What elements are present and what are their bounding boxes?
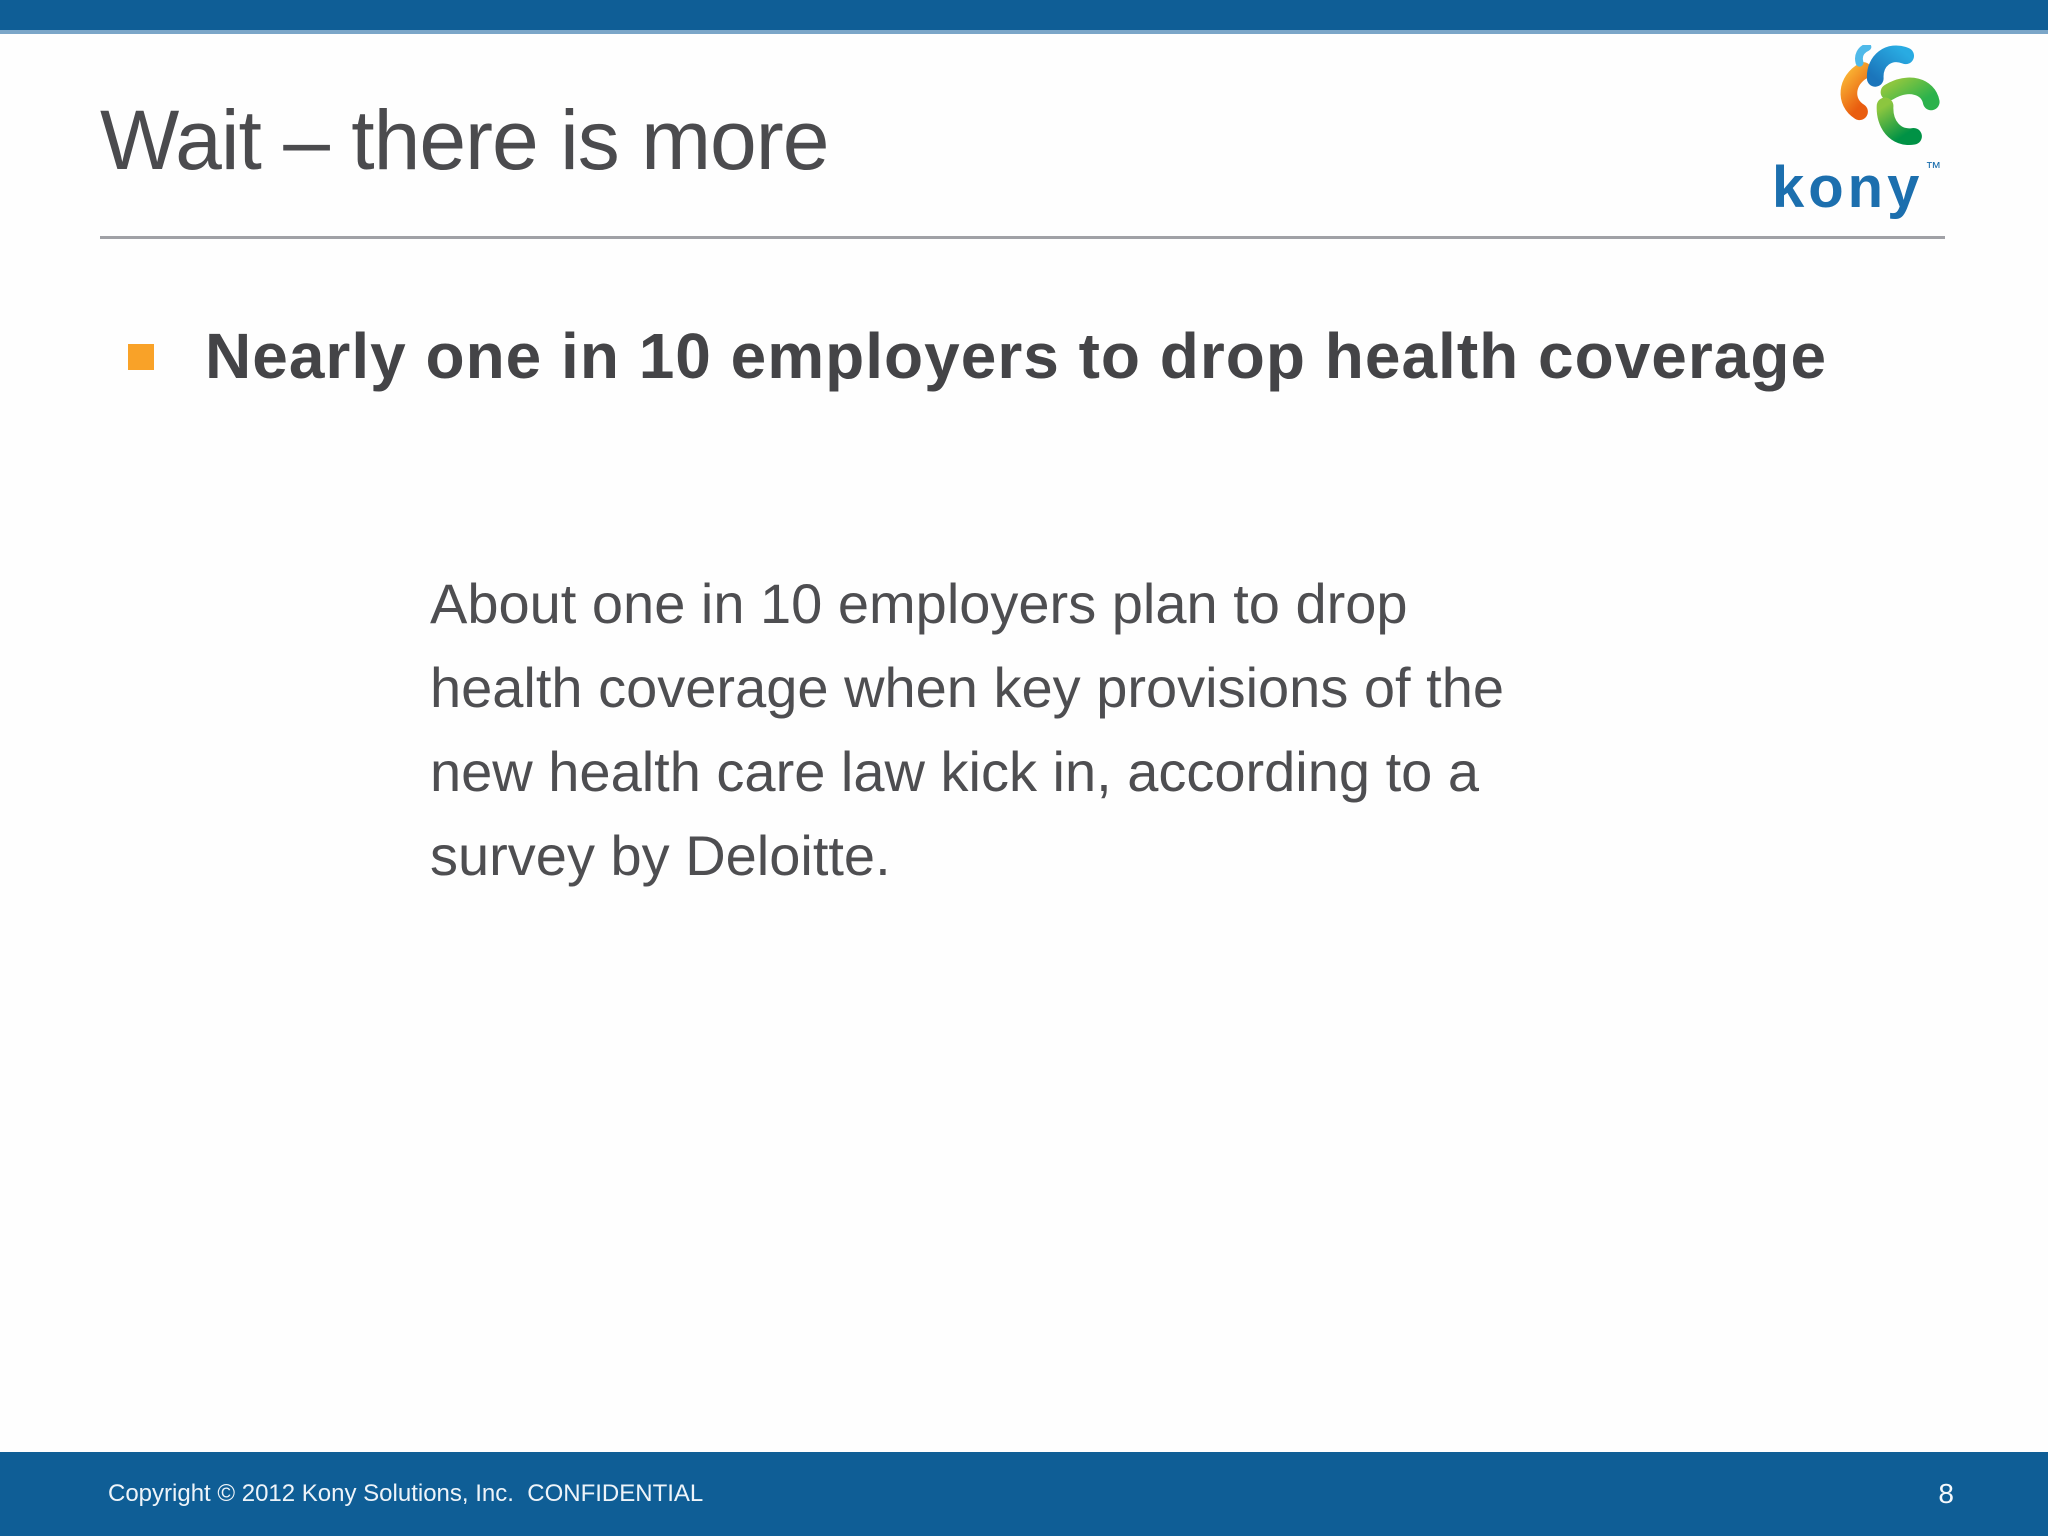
copyright-text: Copyright © 2012 Kony Solutions, Inc. CONFIDENTIAL	[108, 1480, 704, 1507]
body-line: health coverage when key provisions of the	[430, 656, 1504, 719]
bullet-heading: Nearly one in 10 employers to drop health coverage	[205, 320, 1828, 392]
page-number: 8	[1938, 1478, 1954, 1509]
top-accent-bar	[0, 0, 2048, 34]
slide-footer	[0, 1452, 2048, 1536]
kony-wordmark	[1772, 155, 1942, 220]
bullet-item	[128, 318, 1827, 394]
bullet-marker	[128, 344, 154, 370]
kony-wordmark-text: kony	[1772, 155, 1924, 220]
body-line: About one in 10 employers plan to drop	[430, 572, 1408, 635]
body-line: new health care law kick in, according to a	[430, 740, 1479, 803]
header-divider	[100, 236, 1945, 239]
body-line: survey by Deloitte.	[430, 824, 891, 887]
kony-starburst-icon	[1830, 45, 1948, 153]
body-paragraph	[430, 562, 1504, 898]
kony-logo	[1770, 45, 1950, 220]
trademark-symbol: ™	[1925, 160, 1942, 177]
slide-title: Wait – there is more	[100, 93, 829, 187]
